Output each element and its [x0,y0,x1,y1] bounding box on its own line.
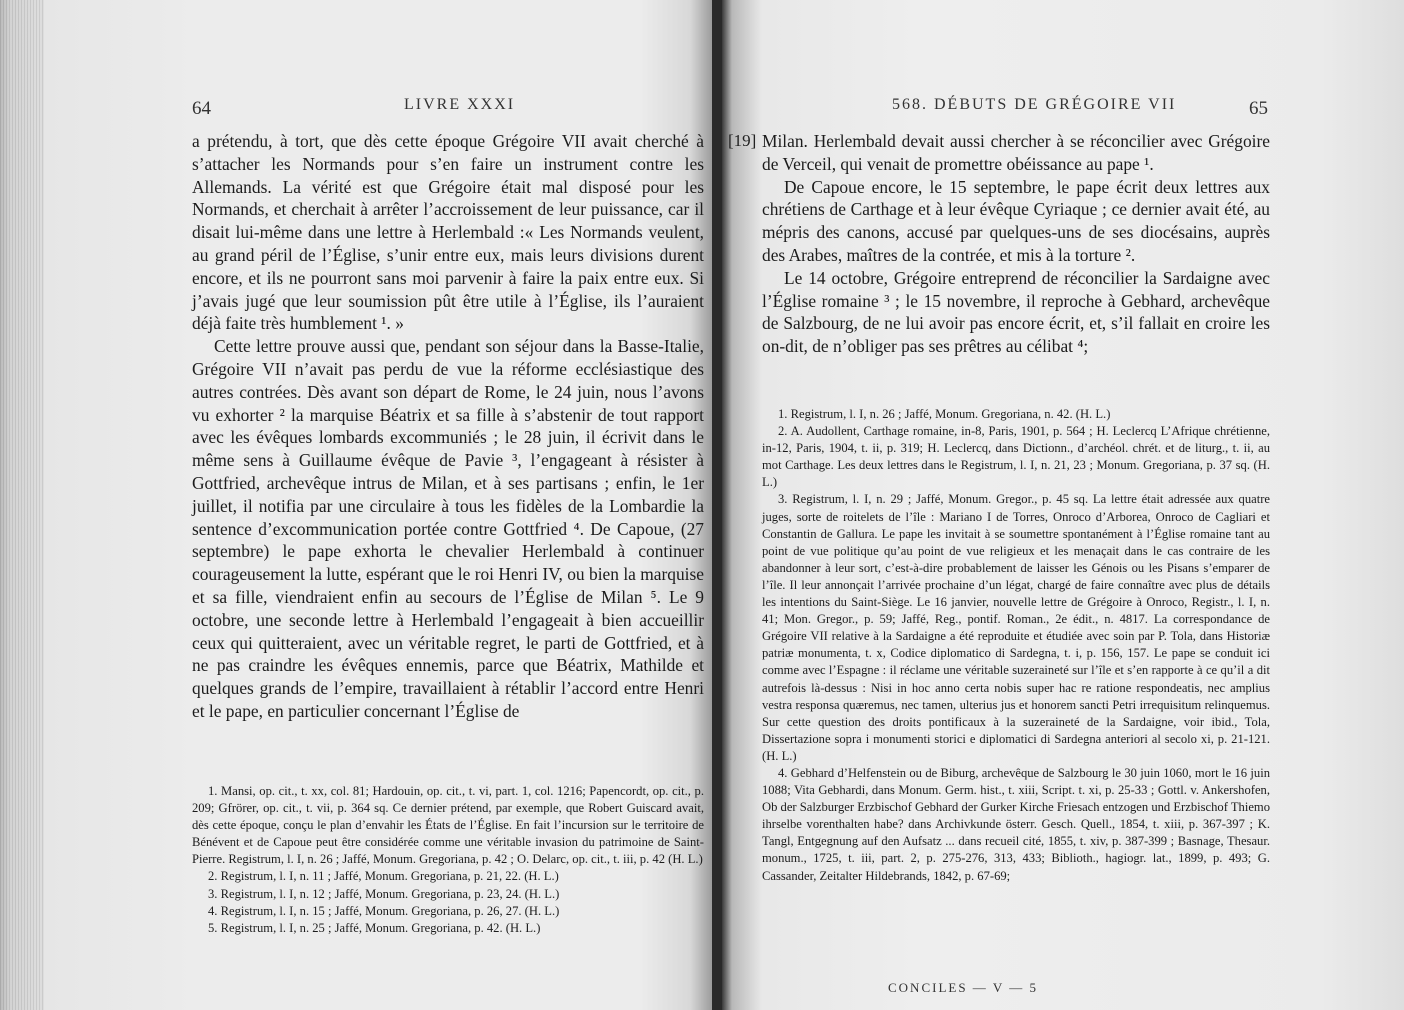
footnote: 5. Registrum, l. I, n. 25 ; Jaffé, Monum. Gregoriana, p. 42. (H. L.) [208,920,541,935]
page-number: 65 [1249,98,1268,119]
body-text [192,130,704,723]
footnote: 4. Gebhard d’Helfenstein ou de Biburg, archevêque de Salzbourg le 30 juin 1060, mort le 16 juin 1088; Vita Gebhardi, dans Monum. Germ. hist., t. xiii, Script. t. xi, p. 25-33 ; Gottl. v. Ankershofen, Ob der Salzburger Erzbischof Gebhard der Gurker Kirche Friesach entzogen und Erzbischof Thiemo ihrselbe vorenthalten habe? dans Archivkunde österr. Gesch. Quell., 1854, t. xiii, p. 367-397 ; K. Tangl, Entgegnung auf den Aufsatz ... dans recueil cité, 1855, t. xiv, p. 387-399 ; Basnage, Thesaur. monum., 1725, t. iii, part. 2, p. 275-276, 313, 433; Biblioth., hagiogr. lat., 1899, p. 493; G. Cassander, Zeitalter Hildebrands, 1842, p. 67-69; [762,765,1270,883]
running-head: LIVRE XXXI [404,96,516,113]
footnotes [762,406,1270,885]
footnote: 4. Registrum, l. I, n. 15 ; Jaffé, Monum. Gregoriana, p. 26, 27. (H. L.) [208,903,560,918]
page-number: 64 [192,98,211,119]
signature-mark: CONCILES — V — 5 [888,980,1038,995]
paragraph: a prétendu, à tort, que dès cette époque Grégoire VII avait cherché à s’attacher les Normands pour s’en faire un instrument contre les Allemands. La vérité est que Grégoire était mal disposé pour les Normands, et cherchait à arrêter l’accroissement de leur puissance, car il disait lui-même dans une lettre à Herlembald :« Les Normands veulent, au grand péril de l’Église, s’unir entre eux, mais leurs divisions durent encore, et ils ne pourront sans moi parvenir à faire la paix entre eux. Si j’avais jugé que leur soumission pût être utile à l’Église, ils l’auraient déjà faite très humblement ¹. » [192,131,704,334]
paragraph: Cette lettre prouve aussi que, pendant son séjour dans la Basse-Italie, Grégoire VII n’avait pas perdu de vue la réforme ecclésiastique des autres contrées. Dès avant son départ de Rome, le 24 juin, nous l’avons vu exhorter ² la marquise Béatrix et sa fille à s’abstenir de tout rapport avec les évêques lombards excommuniés ; le 28 juin, il écrivit dans le même sens à Guillaume évêque de Pavie ³, l’engageant à résister à Gottfried, archevêque intrus de Milan, et à ses partisans ; enfin, le 1er juillet, il notifia par une circulaire à tous les fidèles de la Lombardie la sentence d’excommunication portée contre Gottfried ⁴. De Capoue, (27 septembre) le pape exhorta le chevalier Herlembald à continuer courageusement la lutte, espérant que le roi Henri IV, ou bien la marquise et sa fille, viendraient enfin au secours de l’Église de Milan ⁵. Le 9 octobre, une seconde lettre à Herlembald l’engageait à bien accueillir ceux qui quitteraient, avec un véritable regret, le parti de Gottfried, et à ne pas craindre les évêques ennemis, parce que Béatrix, Mathilde et quelques grands de l’empire, travaillaient à rétablir l’accord entre Henri et le pape, en particulier concernant l’Église de [192,336,704,721]
paragraph: De Capoue encore, le 15 septembre, le pape écrit deux lettres aux chrétiens de Carthage et à leur évêque Cyriaque ; ce dernier avait été, au mépris des canons, accusé par quelques-uns de ses diocésains, auprès des Arabes, maîtres de la contrée, et mis à la torture ². [762,176,1270,265]
running-head: 568. DÉBUTS DE GRÉGOIRE VII [892,96,1177,113]
footnote: 1. Registrum, l. I, n. 26 ; Jaffé, Monum. Gregoriana, n. 42. (H. L.) [778,407,1111,421]
margin-note: [19] [728,131,757,150]
footnotes [192,783,704,937]
right-page [722,0,1404,1010]
body-text [762,130,1270,358]
footnote: 3. Registrum, l. I, n. 29 ; Jaffé, Monum. Gregor., p. 45 sq. La lettre était adressée aux quatre juges, sorte de roitelets de l’île : Mariano I de Torres, Onroco d’Arborea, Onroco de Cagliari et Constantin de Gallura. Le pape les invitait à se soumettre spontanément à l’Église romaine tant au point de vue politique qu’au point de vue religieux et les menaçait dans le cas contraire de les abandonner à leur sort, c’est-à-dire probablement de laisser les Génois ou les Pisans s’emparer de l’île. Il leur annonçait l’arrivée prochaine d’un légat, chargé de faire connaître avec plus de détails les intentions du Saint-Siège. Le 16 janvier, nouvelle lettre de Grégoire à Onroco, Registr., l. I, n. 41; Mon. Gregor., p. 59; Jaffé, Reg., pontif. Roman., 2e édit., n. 4817. La correspondance de Grégoire VII relative à la Sardaigne a été reproduite et étudiée avec soin par P. Tola, dans Historiæ patriæ monumenta, t. x, Codice diplomatico di Sardegna, t. i, p. 156, 157. Le pape se conduit ici comme avec l’Espagne : il réclame une véritable suzeraineté sur l’île et s’en rapporte à ce qu’il a dit autrefois là-dessus : Nisi in hoc anno certa nobis super hac re ratione respondeatis, nec amplius vestra responsa quæremus, nec tamen, ulterius jus et honorem sancti Petri irrequisitum relinquemus. Sur cette question des droits pontificaux à la suzeraineté de la Sardaigne, voir ibid., Tola, Dissertazione sopra i monumenti storici e diplomatici di Sardegna anteriori al secolo xi, p. 21-121. (H. L.) [762,492,1270,763]
paragraph: Milan. Herlembald devait aussi chercher à se réconcilier avec Grégoire de Verceil, qui venait de promettre obéissance au pape ¹. [762,131,1270,174]
paragraph: Le 14 octobre, Grégoire entreprend de réconcilier la Sardaigne avec l’Église romaine ³ ; le 15 novembre, il reproche à Gebhard, archevêque de Salzbourg, de ne lui avoir pas encore écrit, et, s’il fallait en croire les on-dit, de n’obliger pas ses prêtres au célibat ⁴; [762,267,1270,357]
footnote: 1. Mansi, op. cit., t. xx, col. 81; Hardouin, op. cit., t. vi, part. 1, col. 1216; Papencordt, op. cit., p. 209; Gfrörer, op. cit., t. vii, p. 364 sq. Ce dernier prétend, par exemple, que Robert Guiscard avait, dès cette époque, conçu le plan d’envahir les États de l’Église. En fait l’incursion sur le territoire de Bénévent et de Capoue peut être considérée comme une véritable invasion du patrimoine de Saint-Pierre. Registrum, l. I, n. 26 ; Jaffé, Monum. Gregoriana, p. 42 ; O. Delarc, op. cit., t. iii, p. 42 (H. L.) [192,784,704,867]
page-stack-edge [0,0,44,1010]
footnote: 2. Registrum, l. I, n. 11 ; Jaffé, Monum. Gregoriana, p. 21, 22. (H. L.) [208,869,559,884]
footnote: 3. Registrum, l. I, n. 12 ; Jaffé, Monum. Gregoriana, p. 23, 24. (H. L.) [208,886,560,901]
footnote: 2. A. Audollent, Carthage romaine, in-8, Paris, 1901, p. 564 ; H. Leclercq L’Afrique chrétienne, in-12, Paris, 1904, t. ii, p. 319; H. Leclercq, dans Dictionn., d’archéol. chrét. et de liturg., t. ii, au mot Carthage. Les deux lettres dans le Registrum, l. I, n. 21, 23 ; Monum. Gregoriana, p. 37 sq. (H. L.) [762,424,1270,490]
